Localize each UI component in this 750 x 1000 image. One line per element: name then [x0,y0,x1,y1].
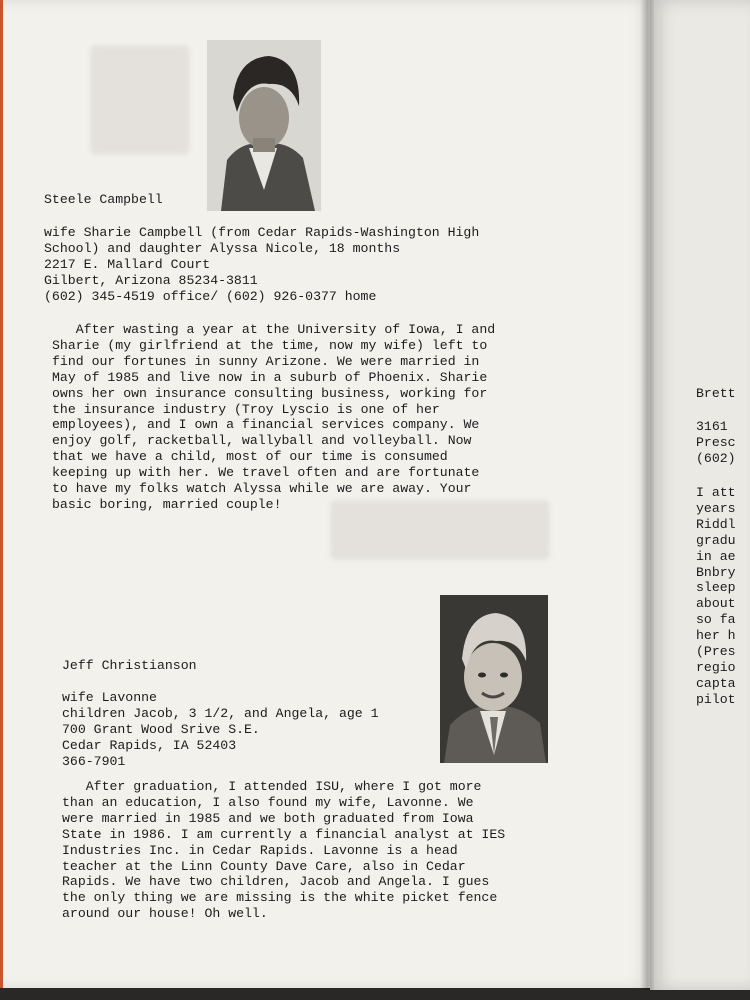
entry-name-fragment: Brett [696,386,736,401]
detail-line: wife Sharie Campbell (from Cedar Rapids-Washington High [44,225,480,240]
entry-bio [62,779,505,922]
fragment-line: her h [696,628,736,644]
fragment-line: Riddl [696,516,736,532]
detail-line: children Jacob, 3 1/2, and Angela, age 1 [62,705,379,721]
entry-bio [52,322,495,513]
bio-line: Rapids. We have two children, Jacob and Angela. I gues [62,874,490,890]
bio-line: to have my folks watch Alyssa while we are away. Your [52,481,472,497]
fragment-line: years [696,500,736,516]
fragment-line: gradu [696,532,736,548]
bio-line: around our house! Oh well. [62,906,268,922]
detail-line: wife Lavonne [62,690,157,705]
fragment-line: (Pres [696,644,736,660]
bio-line: the only thing we are missing is the white picket fence [62,890,498,906]
page-edge [0,0,3,988]
fragment-line: about [696,596,736,612]
entry-details [44,225,479,305]
fragment-line: (602) [696,450,736,466]
bio-line: State in 1986. I am currently a financial analyst at IES [62,826,506,842]
address-fragments [696,419,736,467]
fragment-line: Presc [696,434,736,450]
bio-line: the insurance industry (Troy Lyscio is one of her [52,401,440,417]
detail-line: 2217 E. Mallard Court [44,256,211,272]
detail-line: Cedar Rapids, IA 52403 [62,737,237,753]
bio-line: keeping up with her. We travel often and are fortunate [52,465,480,481]
right-page [650,0,750,990]
bio-line: After graduation, I attended ISU, where I got more [62,779,482,794]
show-through-photo [90,45,190,155]
detail-line: Gilbert, Arizona 85234-3811 [44,272,258,288]
bio-line: Industries Inc. in Cedar Rapids. Lavonne is a head [62,842,458,858]
fragment-line: I att [696,485,736,500]
bio-fragments [696,485,736,708]
fragment-line: sleep [696,580,736,596]
jeff-christianson-portrait [440,595,548,763]
book-gutter [640,0,654,990]
fragment-line: Bnbry [696,564,736,580]
bio-line: employees), and I own a financial services company. We [52,417,480,433]
detail-line: 366-7901 [62,753,126,769]
detail-line: 700 Grant Wood Srive S.E. [62,721,260,737]
bio-line: May of 1985 and live now in a suburb of Phoenix. Sharie [52,369,488,385]
fragment-line: in ae [696,548,736,564]
fragment-line: regio [696,659,736,675]
detail-line: School) and daughter Alyssa Nicole, 18 months [44,240,401,256]
bio-line: owns her own insurance consulting business, working for [52,385,488,401]
bio-line: than an education, I also found my wife, Lavonne. We [62,794,474,810]
fragment-line: capta [696,675,736,691]
bio-line: enjoy golf, racketball, wallyball and volleyball. Now [52,433,472,449]
bio-line: After wasting a year at the University of Iowa, I and [52,322,496,337]
bio-line: teacher at the Linn County Dave Care, also in Cedar [62,858,466,874]
fragment-line: 3161 [696,419,728,434]
entry-name: Jeff Christianson [62,658,197,673]
bio-line: that we have a child, most of our time is consumed [52,449,448,465]
bio-line: Sharie (my girlfriend at the time, now my wife) left to [52,337,488,353]
entry-details [62,690,379,770]
entry-name: Steele Campbell [44,192,163,207]
fragment-line: so fa [696,612,736,628]
bio-line: find our fortunes in sunny Arizone. We were married in [52,353,480,369]
bio-line: were married in 1985 and we both graduated from Iowa [62,810,474,826]
bio-line: basic boring, married couple! [52,496,282,512]
fragment-line: pilot [696,691,736,707]
detail-line: (602) 345-4519 office/ (602) 926-0377 home [44,288,377,304]
steele-campbell-portrait [207,40,321,211]
